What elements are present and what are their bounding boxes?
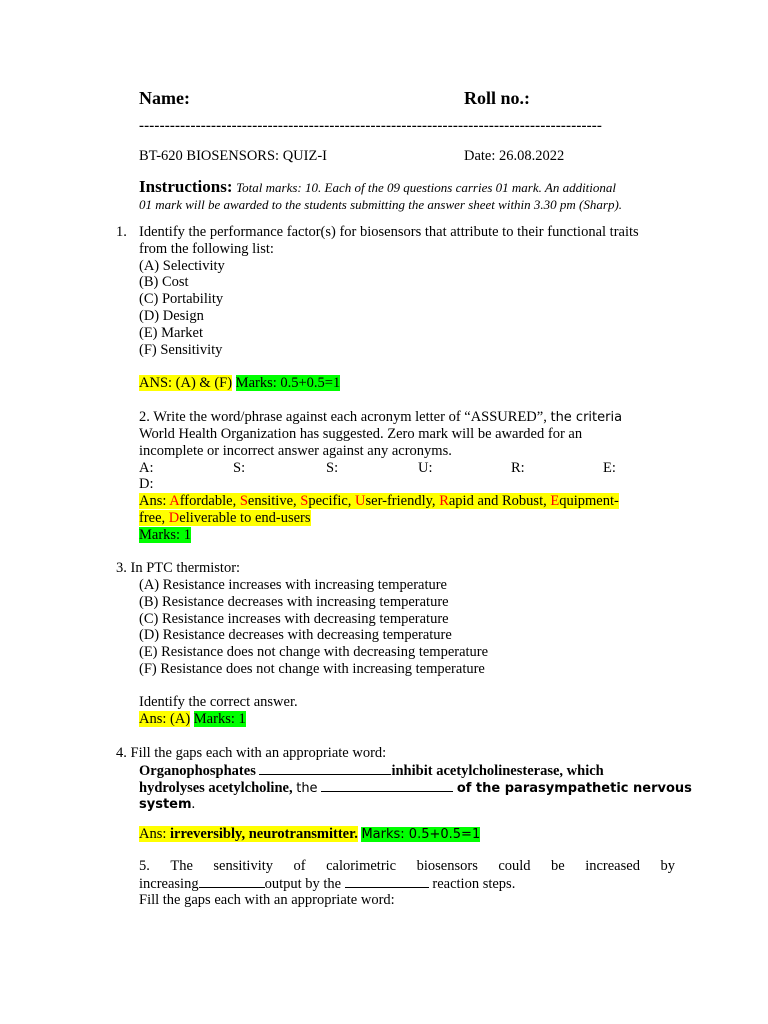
q4-s2a: hydrolyses acetylcholine, [139,780,293,796]
q2-marks-line [139,527,191,544]
q4-s1a: Organophosphates [139,763,256,779]
acronym-word: free, [139,510,169,526]
acronym-word: pecific, [308,493,356,509]
acronym-initial: S [239,493,248,509]
acronym-word: quipment- [559,493,619,509]
q1-option: (A) Selectivity [139,258,225,274]
course-title: BT-620 BIOSENSORS: QUIZ-I [139,148,327,164]
q1-marks: Marks: 0.5+0.5=1 [235,375,341,391]
q1-text-line1: Identify the performance factor(s) for biosensors that attribute to their functional traits [139,224,639,240]
q4-s3: system [139,797,192,812]
q5-blank-1[interactable] [199,875,265,888]
q2-letter-e: E: [603,460,616,476]
q2-text-line2: World Health Organization has suggested. Zero mark will be awarded for an [139,426,583,442]
q5-word: could [498,858,531,874]
q1-option: (F) Sensitivity [139,342,223,358]
q4-answer-words: irreversibly, neurotransmitter. [170,826,358,842]
q2-answer [139,493,619,509]
roll-no-label: Roll no.: [464,88,531,108]
q5-word: The [170,858,193,874]
q4-sentence-line1 [139,762,604,780]
q1-option: (B) Cost [139,274,189,290]
q2-marks: Marks: 1 [139,527,191,543]
q4-marks: Marks: 0.5+0.5=1 [361,827,481,842]
q5-blank-2[interactable] [345,875,429,888]
acronym-initial: R [439,493,449,509]
instructions-line2: 01 mark will be awarded to the students submitting the answer sheet within 3.30 pm (Sharp). [139,197,623,212]
acronym-word: apid and Robust, [448,493,551,509]
q5-text-line2 [139,875,515,893]
q2-text-line1a: 2. Write the word/phrase against each acronym letter of “ASSURED”, [139,409,547,425]
q4-answer-prefix: Ans: [139,826,167,842]
q2-letter-d: D: [139,476,154,492]
q5-word: 5. [139,858,150,874]
q5-word: by [660,858,675,874]
acronym-initial: A [169,493,180,509]
q2-text-line1b: the criteria [550,410,623,425]
q3-option: (A) Resistance increases with increasing temperature [139,577,447,593]
q5-word: biosensors [416,858,478,874]
q1-answer-line [139,375,340,392]
instructions-line1: Total marks: 10. Each of the 09 questions carries 01 mark. An additional [236,180,617,195]
acronym-initial: E [550,493,560,509]
q1-option: (D) Design [139,308,204,324]
q3-option: (B) Resistance decreases with increasing temperature [139,594,449,610]
q2-text-line1 [139,409,622,426]
acronym-initial: U [355,493,366,509]
q3-title: 3. In PTC thermistor: [116,560,241,576]
q2-letter-s2: S: [326,460,339,476]
q3-answer: Ans: (A) [139,711,191,727]
q2-letter-r: R: [511,460,525,476]
q5-line2b: output by the [264,876,342,892]
q1-text-line2: from the following list: [139,241,274,257]
q2-answer-cont [139,510,311,526]
q2-letter-u: U: [418,460,433,476]
q4-sentence-line3 [139,796,195,813]
q2-text-line3: incomplete or incorrect answer against any acronyms. [139,443,452,459]
name-label: Name: [139,88,190,108]
instructions-label: Instructions: [139,177,233,196]
q4-s2b: the [296,781,318,796]
quiz-date: Date: 26.08.2022 [464,148,565,164]
q3-answer-line [139,711,246,728]
q3-marks: Marks: 1 [193,711,246,727]
q2-letter-a: A: [139,460,154,476]
q1-option: (C) Portability [139,291,224,307]
instructions-block [139,177,616,197]
q1-answer: ANS: (A) & (F) [139,375,233,391]
acronym-word: ffordable, [179,493,240,509]
q3-option: (C) Resistance increases with decreasing temperature [139,611,449,627]
q4-sentence-line2 [139,779,692,797]
q4-blank-2[interactable] [321,779,453,792]
divider: ------------------------------------------------------------------------------------------ [139,118,603,134]
acronym-initial: D [168,510,180,526]
q2-answer-line1 [139,493,619,510]
q5-text-line1 [139,858,675,875]
q4-s1b: inhibit acetylcholinesterase, which [391,763,604,779]
acronym-word: ensitive, [247,493,301,509]
q4-blank-1[interactable] [259,762,391,775]
q3-option: (E) Resistance does not change with decreasing temperature [139,644,489,660]
acronym-word: eliverable to end-users [179,510,311,526]
acronym-word: ser-friendly, [365,493,440,509]
q2-answer-line2 [139,510,311,527]
q5-line2a: increasing [139,876,199,892]
acronym-initial: S [300,493,309,509]
q3-option: (F) Resistance does not change with increasing temperature [139,661,485,677]
q1-option: (E) Market [139,325,204,341]
q5-word: calorimetric [326,858,397,874]
q5-word: be [551,858,565,874]
q5-word: sensitivity [213,858,274,874]
q4-answer-line [139,826,480,843]
q5-word: of [293,858,306,874]
q4-title: 4. Fill the gaps each with an appropriate word: [116,745,387,761]
q2-letter-s1: S: [233,460,246,476]
q1-number: 1. [116,224,127,240]
q4-s3-period: . [191,796,196,812]
q5-word: increased [585,858,640,874]
q5-text-line3: Fill the gaps each with an appropriate word: [139,892,395,908]
q5-line2c: reaction steps. [432,876,516,892]
q4-s2c: of the parasympathetic nervous [456,781,692,796]
q4-answer [139,826,358,842]
q2-answer-prefix: Ans: [139,493,170,509]
q3-prompt: Identify the correct answer. [139,694,298,710]
q3-option: (D) Resistance decreases with decreasing temperature [139,627,452,643]
